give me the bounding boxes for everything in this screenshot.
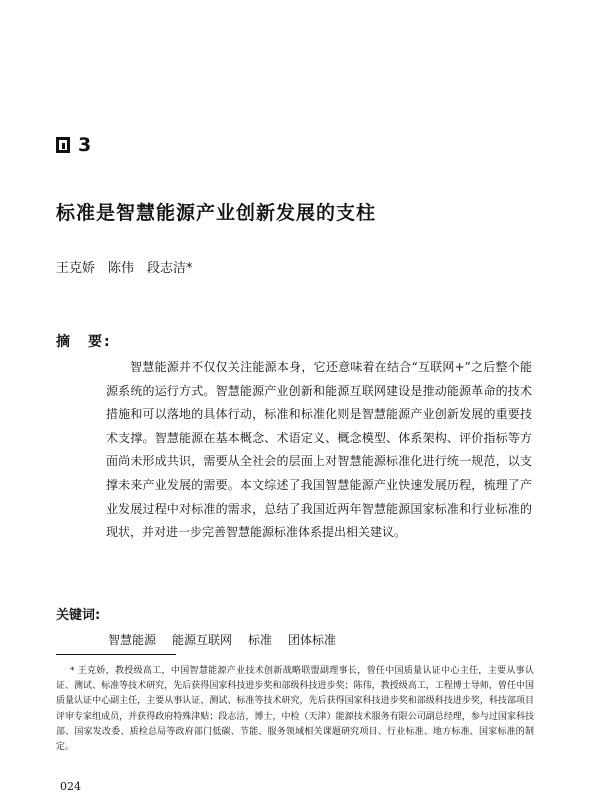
author-list: 王克娇 陈伟 段志洁* [56, 261, 193, 276]
footnote-divider [56, 654, 176, 655]
abstract-text: 智慧能源并不仅仅关注能源本身，它还意味着在结合“互联网+”之后整个能源系统的运行方式。智慧能源产业创新和能源互联网建设是推动能源革命的技术措施和可以落地的具体行动，标准和标准化则是智慧能源产业创新发展的重要技术支撑。智慧能源在基本概念、术语定义、概念模型、体系架构、评价指标等方面尚未形成共识，需要从全社会的层面上对智慧能源标准化进行统一规范，以支撑未来产业发展的需要。本文综述了我国智慧能源产业快速发展历程，梳理了产业发展过程中对标准的需求，总结了我国近两年智慧能源国家标准和行业标准的现状，并对进一步完善智慧能源标准体系提出相关建议。 [106, 360, 532, 540]
page-number: 024 [60, 780, 81, 793]
section-label [56, 134, 91, 156]
keyword-item: 团体标准 [288, 633, 337, 647]
keyword-item: 能源互联网 [172, 633, 233, 647]
keyword-item: 标准 [248, 633, 273, 647]
keywords-list [108, 631, 336, 648]
section-number: 3 [78, 134, 92, 156]
abstract-label: 摘 要: [56, 334, 112, 350]
section-marker-icon [56, 137, 70, 153]
author-footnote: * 王克娇，教授级高工，中国智慧能源产业技术创新战略联盟副理事长，曾任中国质量认证中心主任，主要从事认证、测试、标准等技术研究，先后获得国家科技进步奖和部级科技进步奖；陈伟，教授级高工，工程博士导师，曾任中国质量认证中心副主任，主要从事认证、测试、标准等技术研究，先后获得国家科技进步奖和部级科技进步奖，科技部项目评审专家组成员，并获得政府特殊津贴；段志洁，博士，中检（天津）能源技术服务有限公司副总经理，参与过国家科技部、国家发改委、质检总局等政府部门低碳、节能、服务领域相关课题研究项目、行业标准、地方标准、国家标准的制定。 [56, 666, 534, 753]
keyword-item: 智慧能源 [108, 633, 157, 647]
article-title: 标准是智慧能源产业创新发展的支柱 [56, 202, 377, 224]
keywords-label: 关键词: [56, 608, 101, 623]
